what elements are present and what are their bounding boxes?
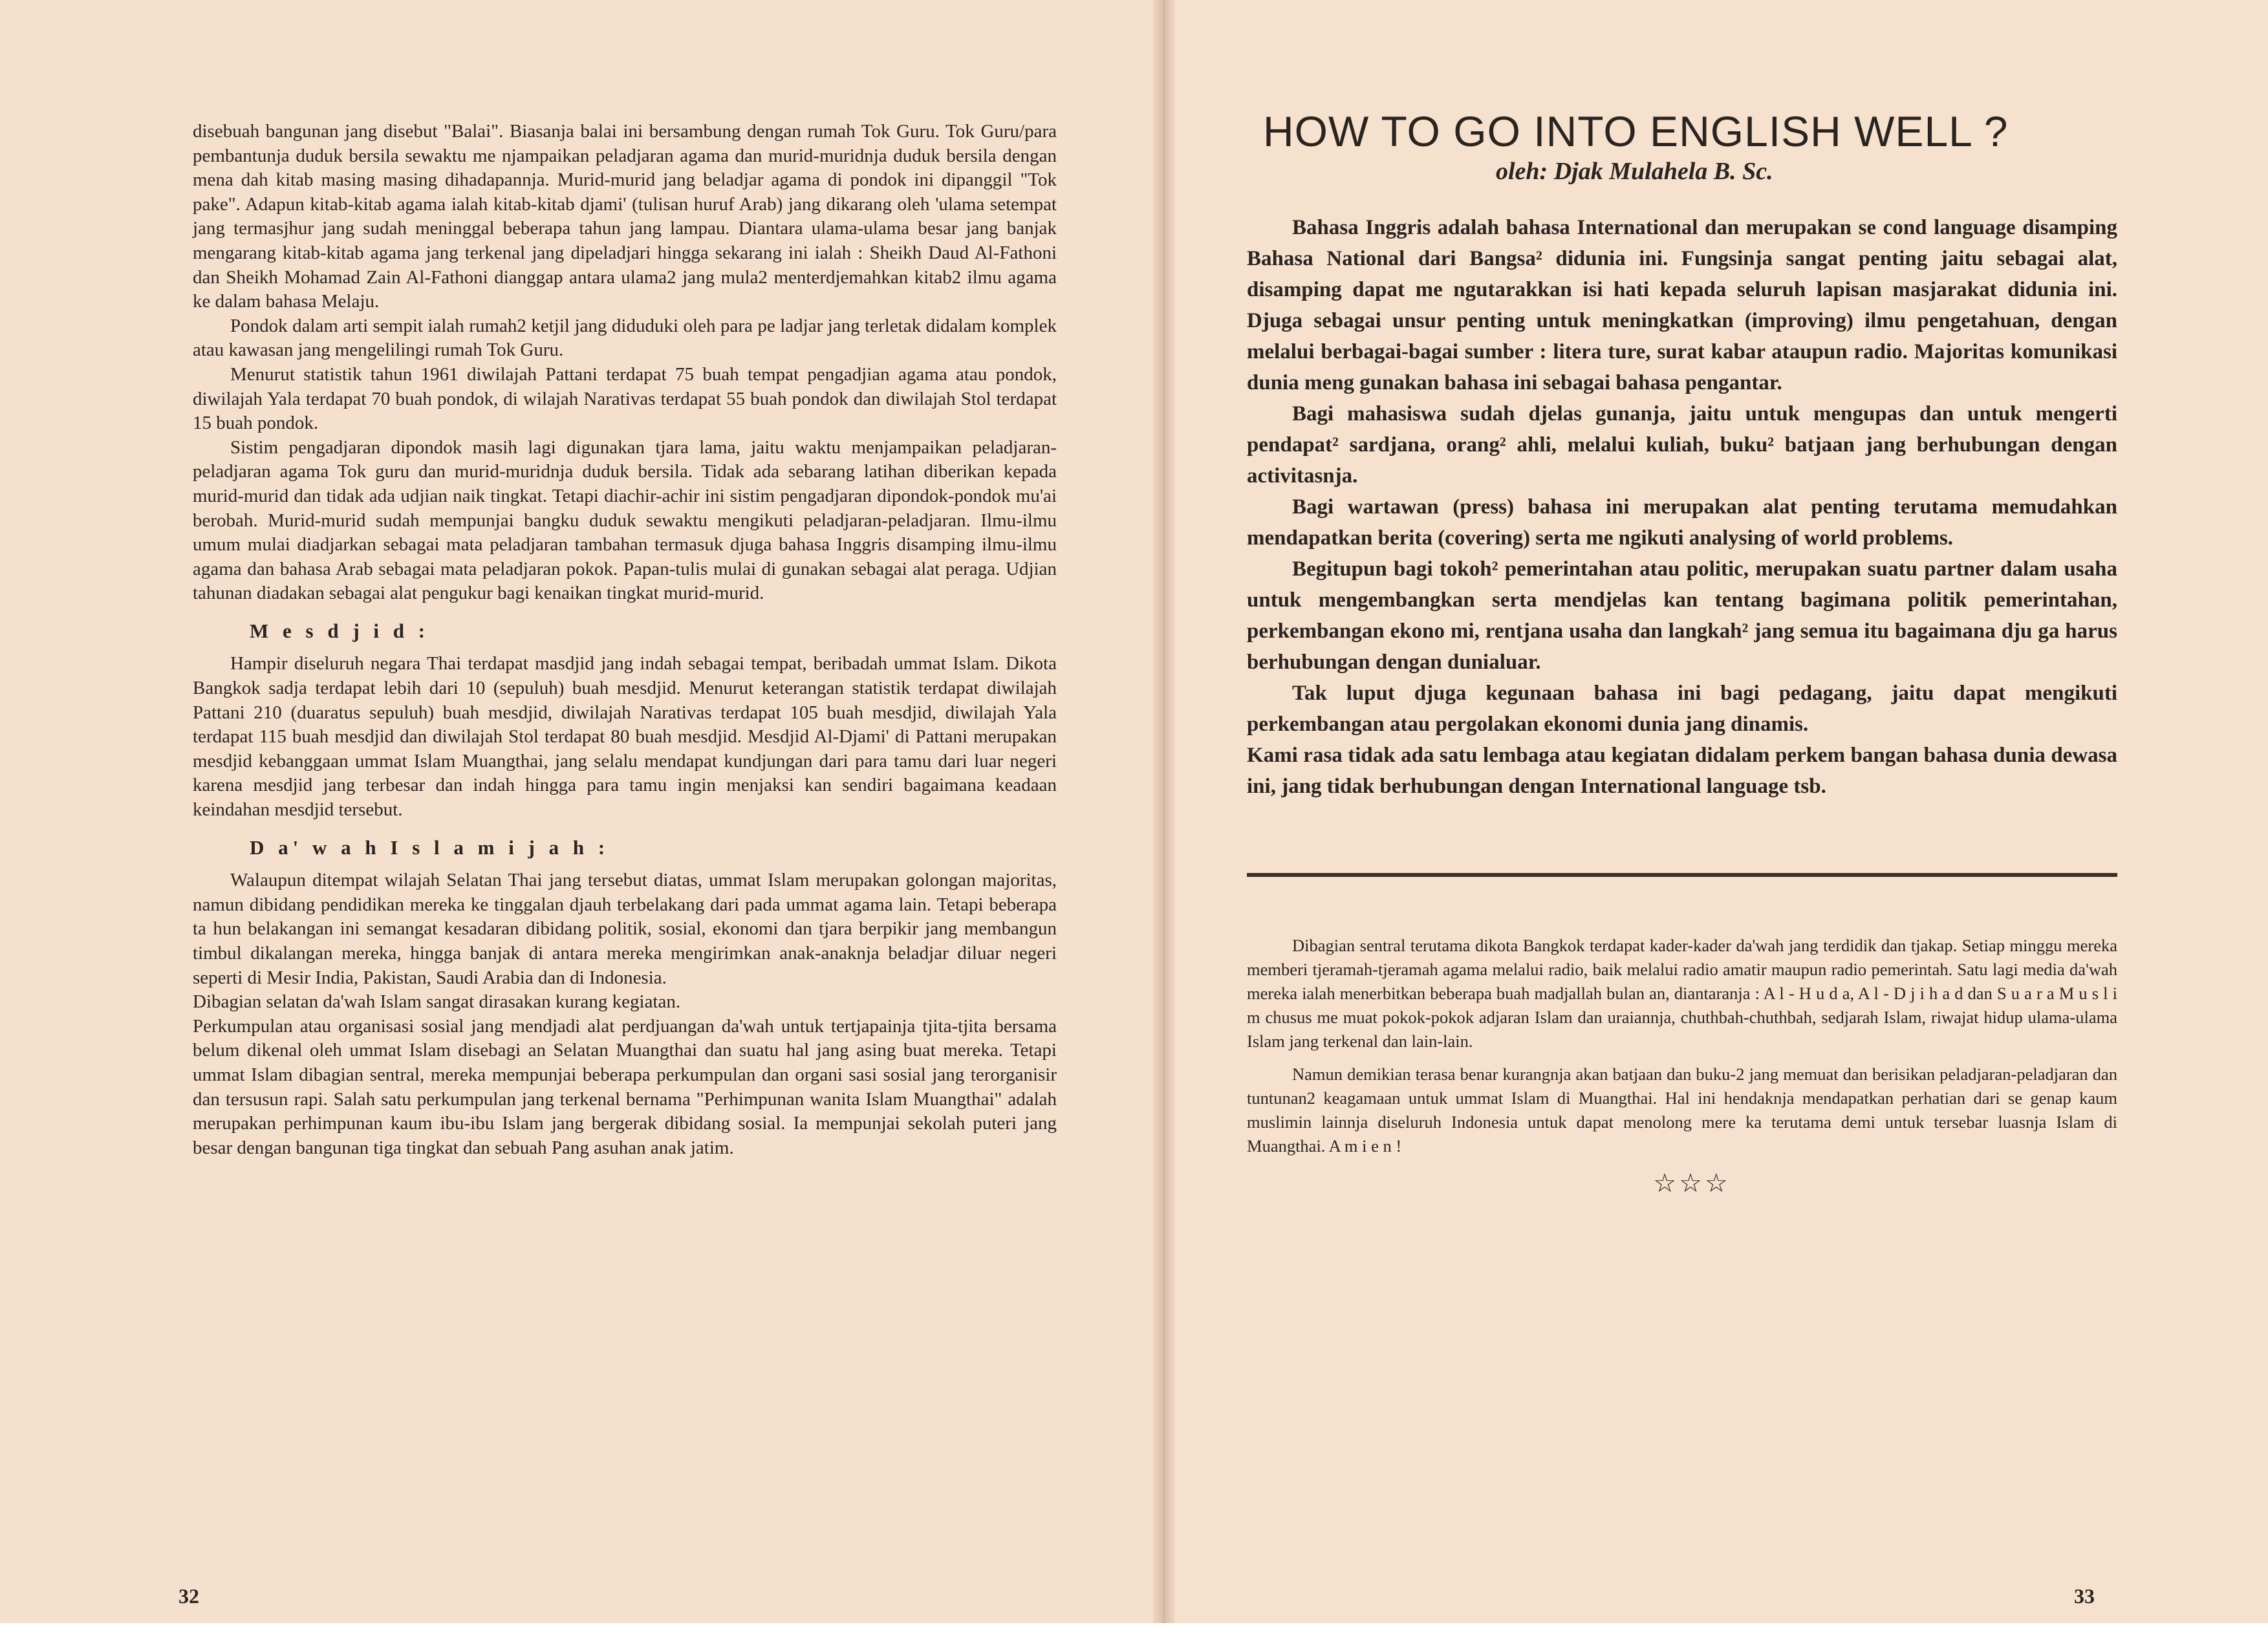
star-ornament: ☆☆☆: [1653, 1169, 1731, 1198]
continued-section: [1247, 934, 2117, 1158]
section-divider: [1247, 873, 2117, 877]
paragraph-mahasiswa: Bagi mahasiswa sudah djelas gunanja, jaitu untuk mengupas dan untuk mengerti pendapat² sardjana, orang² ahli, melalui kuliah, buku² batjaan jang berhubungan dengan activitasnja.: [1247, 402, 2117, 488]
right-page-text: [1247, 107, 2117, 1198]
paragraph-wartawan: Bagi wartawan (press) bahasa ini merupakan alat penting terutama memudahkan mendapatkan berita (covering) serta me ngikuti analysing of world problems.: [1247, 495, 2117, 550]
paragraph-namun-demikian: Namun demikian terasa benar kurangnja akan batjaan dan buku-2 jang memuat dan berisikan peladjaran-peladjaran dan tuntunan2 keagamaan untuk ummat Islam di Muangthai. Hal ini hendaknja mendapatkan perhatian dari se genap kaum muslimin lainnja diseluruh Indonesia untuk dapat menolong mere ka terutama demi untuk tersebar luasnja Islam di Muangthai. A m i e n !: [1247, 1064, 2117, 1156]
paragraph-statistik: Menurut statistik tahun 1961 diwilajah Pattani terdapat 75 buah tempat pengadjian agama atau pondok, diwilajah Yala terdapat 70 buah pondok, di wilajah Narativas terdapat 55 buah pondok dan diwilajah Stol terdapat 15 buah pondok.: [193, 363, 1057, 434]
paragraph-dawah-2: Dibagian selatan da'wah Islam sangat dirasakan kurang kegiatan.: [193, 991, 681, 1013]
paragraph-pedagang: Tak luput djuga kegunaan bahasa ini bagi pedagang, jaitu dapat mengikuti perkembangan atau pergolakan ekonomi dunia jang dinamis.: [1247, 682, 2117, 737]
book-gutter: [1153, 0, 1175, 1623]
paragraph-kami-rasa: Kami rasa tidak ada satu lembaga atau kegiatan didalam perkem bangan bahasa dunia dewasa ini, jang tidak berhubungan dengan International language tsb.: [1247, 744, 2117, 799]
heading-dawah-islamijah: D a' w a h I s l a m i j a h :: [250, 835, 610, 859]
paragraph-dibagian-sentral: Dibagian sentral terutama dikota Bangkok terdapat kader-kader da'wah jang terdidik dan tjakap. Setiap minggu mereka memberi tjeramah-tjeramah agama melalui radio, baik melalui radio amatir maupun radio pemerintah. Satu lagi media da'wah mereka ialah menerbitkan beberapa buah madjallah bulan an, diantaranja : A l - H u d a, A l - D j i h a d dan S u a r a M u s l i m chusus me muat pokok-pokok adjaran Islam dan uraiannja, chuthbah-chuthbah, sedjarah Islam, riwajat hidup ulama-ulama Islam jang terkenal dan lain-lain.: [1247, 936, 2117, 1051]
article-title: HOW TO GO INTO ENGLISH WELL ?: [1263, 107, 2009, 155]
page-number-left: 32: [178, 1584, 199, 1608]
paragraph-mesdjid: Hampir diseluruh negara Thai terdapat masdjid jang indah sebagai tempat, beribadah ummat Islam. Dikota Bangkok sadja terdapat lebih dari 10 (sepuluh) buah mesdjid. Menurut keterangan statistik terdapat diwilajah Pattani 210 (duaratus sepuluh) buah mesdjid, diwilajah Narativas terdapat 105 buah mesdjid, diwilajah Yala terdapat 115 buah mesdjid dan diwilajah Stol terdapat 80 buah mesdjid. Mesdjid Al-Djami' di Pattani merupakan mesdjid kebanggaan ummat Islam Muangthai, jang selalu mendapat kundjungan dari para tamu dari luar negeri karena mesdjid jang terbesar dan indah hingga para tamu ingin menjaksi kan sendiri bagaimana keadaan keindahan mesdjid tersebut.: [193, 653, 1057, 821]
article-body: [1247, 212, 2117, 802]
paragraph-balai: disebuah bangunan jang disebut "Balai". Biasanja balai ini bersambung dengan rumah Tok Guru. Tok Guru/para pembantunja duduk bersila sewaktu me njampaikan peladjaran agama dan murid-muridnja duduk bersila dengan mena dah kitab masing masing dihadapannja. Murid-murid jang beladjar agama di pondok ini dipanggil "Tok pake". Adapun kitab-kitab agama ialah kitab-kitab djami' (tulisan huruf Arab) jang dikarang oleh 'ulama setempat jang termasjhur jang sudah meninggal beberapa tahun jang lampau. Diantara ulama-ulama besar jang banjak mengarang kitab-kitab agama jang terkenal jang dipeladjari hingga sekarang ini ialah : Sheikh Daud Al-Fathoni dan Sheikh Mohamad Zain Al-Fathoni dianggap antara ulama2 jang mula2 menterdjemahkan kitab2 ilmu agama ke dalam bahasa Melaju.: [193, 121, 1057, 312]
paragraph-tokoh: Begitupun bagi tokoh² pemerintahan atau politic, merupakan suatu partner dalam usaha untuk mengembangkan serta mendjelas kan tentang bagimana politik pemerintahan, perkembangan ekono mi, rentjana usaha dan langkah² jang semua itu bagaimana dju ga harus berhubungan dengan dunialuar.: [1247, 557, 2117, 674]
article-author: oleh: Djak Mulahela B. Sc.: [1496, 157, 1773, 185]
paragraph-dawah-3: Perkumpulan atau organisasi sosial jang mendjadi alat perdjuangan da'wah untuk tertjapainja tjita-tjita bersama belum dikenal oleh ummat Islam disebagi an Selatan Muangthai dan suatu hal jang asing buat mereka. Tetapi ummat Islam dibagian sentral, mereka mempunjai beberapa perkumpulan dan organi sasi sosial jang terorganisir dan tersusun rapi. Salah satu perkumpulan jang terkenal bernama "Perhimpunan wanita Islam Muangthai" adalah merupakan perhimpunan kaum ibu-ibu Islam jang bergerak dibidang sosial. Ia mempunjai sekolah puteri jang besar dengan bangunan tiga tingkat dan sebuah Pang asuhan anak jatim.: [193, 1015, 1057, 1158]
left-page-text: [193, 120, 1057, 1160]
paragraph-english-intro: Bahasa Inggris adalah bahasa International dan merupakan se cond language disamping Bahasa National dari Bangsa² didunia ini. Fungsinja sangat penting jaitu sebagai alat, disamping dapat me ngutarakkan isi hati kepada seluruh lapisan masjarakat didunia ini. Djuga sebagai unsur penting untuk meningkatkan (improving) ilmu pengetahuan, dengan melalui berbagai-bagai sumber : litera ture, surat kabar ataupun radio. Majoritas komunikasi dunia meng gunakan bahasa ini sebagai bahasa pengantar.: [1247, 216, 2117, 395]
paragraph-sistim: Sistim pengadjaran dipondok masih lagi digunakan tjara lama, jaitu waktu menjampaikan peladjaran-peladjaran agama Tok guru dan murid-muridnja duduk bersila. Tidak ada sebarang latihan diberikan kepada murid-murid dan tidak ada udjian naik tingkat. Tetapi diachir-achir ini sistim pengadjaran dipondok-pondok mu'ai berobah. Murid-murid sudah mempunjai bangku duduk sewaktu mengikuti peladjaran-peladjaran. Ilmu-ilmu umum mulai diadjarkan sebagai mata peladjaran tambahan termasuk djuga bahasa Inggris disamping ilmu-ilmu agama dan bahasa Arab sebagai mata peladjaran pokok. Papan-tulis mulai di gunakan sebagai alat peraga. Udjian tahunan diadakan sebagai alat pengukur bagi kenaikan tingkat murid-murid.: [193, 436, 1057, 604]
paragraph-dawah-1: Walaupun ditempat wilajah Selatan Thai jang tersebut diatas, ummat Islam merupakan golongan majoritas, namun dibidang pendidikan mereka ke tinggalan djauh terbelakang dari pada ummat agama lain. Tetapi beberapa ta hun belakangan ini semangat kesadaran dibidang politik, sosial, ekonomi dan tjara berpikir jang membangun timbul dikalangan mereka, hingga banjak di antara mereka mengirimkan anak-anaknja beladjar diluar negeri seperti di Mesir India, Pakistan, Saudi Arabia dan di Indonesia.: [193, 870, 1057, 988]
heading-mesdjid: M e s d j i d :: [250, 619, 430, 642]
paragraph-pondok: Pondok dalam arti sempit ialah rumah2 ketjil jang diduduki oleh para pe ladjar jang terletak didalam komplek atau kawasan jang mengelilingi rumah Tok Guru.: [193, 315, 1057, 361]
page-number-right: 33: [2074, 1584, 2095, 1608]
